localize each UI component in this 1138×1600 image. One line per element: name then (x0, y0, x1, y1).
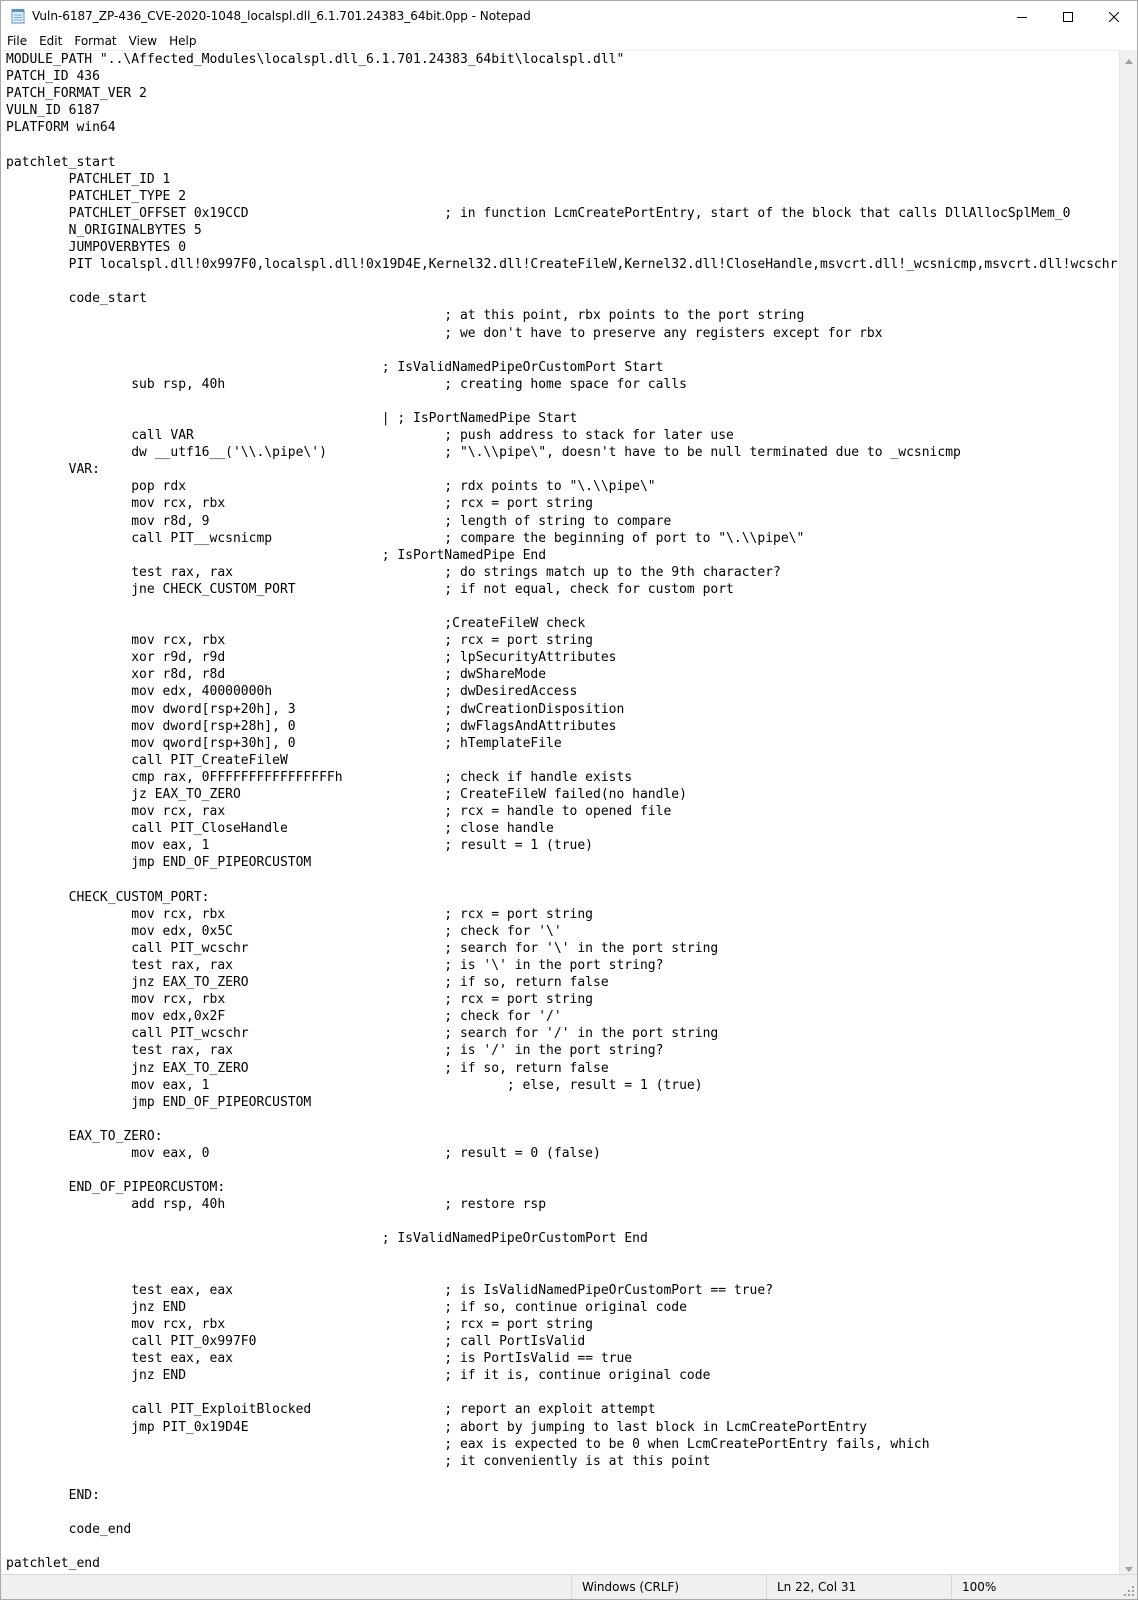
notepad-icon (10, 8, 26, 24)
menu-format[interactable]: Format (74, 33, 117, 48)
maximize-icon (1063, 7, 1073, 26)
menu-file[interactable]: File (7, 33, 28, 48)
status-bar (1, 1574, 1137, 1599)
menu-bar (1, 31, 1137, 50)
resize-grip-icon[interactable] (1123, 1585, 1135, 1597)
menu-view[interactable]: View (128, 33, 158, 48)
zoom-label: 100% (962, 1580, 997, 1594)
zoom-status (951, 1575, 1031, 1599)
line-ending-label: Windows (CRLF) (582, 1580, 680, 1594)
close-icon (1109, 7, 1119, 26)
window-controls (999, 1, 1137, 31)
vertical-scrollbar[interactable] (1119, 50, 1137, 1575)
scroll-down-button[interactable] (1120, 1558, 1137, 1575)
cursor-position-status (766, 1575, 951, 1599)
title-bar[interactable] (1, 1, 1137, 31)
close-button[interactable] (1091, 1, 1137, 31)
scroll-up-button[interactable] (1120, 50, 1137, 67)
editor-content[interactable]: MODULE_PATH "..\Affected_Modules\localspl.dll_6.1.701.24383_64bit\localspl.dll" PATCH_ID 436 PATCH_FORMAT_VER 2 VULN_ID 6187 PLATFORM win64 patchlet_start PATCHLET_ID 1 PATCHLET_TYPE 2 PATCHLET_OFFSET 0x19CCD ; in function LcmCreatePortEntry, start of the block that calls DllAllocSplMem_0 N_ORIGINALBYTES 5 JUMPOVERBYTES 0 PIT localspl.dll!0x997F0,localspl.dll!0x19D4E,Kernel32.dll!CreateFileW,Kernel32.dll!CloseHandle,msvcrt.dll!_wcsnicmp,msvcrt.dll!wcschr code_start ; at this point, rbx points to the port string ; we don't have to preserve any registers except for rbx ; IsValidNamedPipeOrCustomPort Start sub rsp, 40h ; creating home space for calls | ; IsPortNamedPipe Start call VAR ; push address to stack for later use dw __utf16__('\\.\pipe\') ; "\.\\pipe\", doesn't have to be null terminated due to _wcsnicmp VAR: pop rdx ; rdx points to "\.\\pipe\" mov rcx, rbx ; rcx = port string mov r8d, 9 ; length of string to compare call PIT__wcsnicmp ; compare the beginning of port to "\.\\pipe\" ; IsPortNamedPipe End test rax, rax ; do strings match up to the 9th character? jne CHECK_CUSTOM_PORT ; if not equal, check for custom port ;CreateFileW check mov rcx, rbx ; rcx = port string xor r9d, r9d ; lpSecurityAttributes xor r8d, r8d ; dwShareMode mov edx, 40000000h ; dwDesiredAccess mov dword[rsp+20h], 3 ; dwCreationDisposition mov dword[rsp+28h], 0 ; dwFlagsAndAttributes mov qword[rsp+30h], 0 ; hTemplateFile call PIT_CreateFileW cmp rax, 0FFFFFFFFFFFFFFFFh ; check if handle exists jz EAX_TO_ZERO ; CreateFileW failed(no handle) mov rcx, rax ; rcx = handle to opened file call PIT_CloseHandle ; close handle mov eax, 1 ; result = 1 (true) jmp END_OF_PIPEORCUSTOM CHECK_CUSTOM_PORT: mov rcx, rbx ; rcx = port string mov edx, 0x5C ; check for '\' call PIT_wcschr ; search for '\' in the port string test rax, rax ; is '\' in the port string? jnz EAX_TO_ZERO ; if so, return false mov rcx, rbx ; rcx = port string mov edx,0x2F ; check for '/' call PIT_wcschr ; search for '/' in the port string test rax, rax ; is '/' in the port string? jnz EAX_TO_ZERO ; if so, return false mov eax, 1 ; else, result = 1 (true) jmp END_OF_PIPEORCUSTOM EAX_TO_ZERO: mov eax, 0 ; result = 0 (false) END_OF_PIPEORCUSTOM: add rsp, 40h ; restore rsp ; IsValidNamedPipeOrCustomPort End test eax, eax ; is IsValidNamedPipeOrCustomPort == true? jnz END ; if so, continue original code mov rcx, rbx ; rcx = port string call PIT_0x997F0 ; call PortIsValid test eax, eax ; is PortIsValid == true jnz END ; if it is, continue original code call PIT_ExploitBlocked ; report an exploit attempt jmp PIT_0x19D4E ; abort by jumping to last block in LcmCreatePortEntry ; eax is expected to be 0 when LcmCreatePortEntry fails, which ; it conveniently is at this point END: code_end patchlet_end (6, 52, 1118, 1572)
minimize-button[interactable] (999, 1, 1045, 31)
window-title: Vuln-6187_ZP-436_CVE-2020-1048_localspl.dll_6.1.701.24383_64bit.0pp - Notepad (32, 9, 531, 23)
cursor-position-label: Ln 22, Col 31 (777, 1580, 857, 1594)
maximize-button[interactable] (1045, 1, 1091, 31)
line-ending-status (571, 1575, 766, 1599)
menu-help[interactable]: Help (169, 33, 197, 48)
text-editor[interactable] (1, 50, 1120, 1575)
minimize-icon (1017, 7, 1027, 26)
menu-edit[interactable]: Edit (39, 33, 63, 48)
chevron-up-icon (1125, 49, 1133, 68)
